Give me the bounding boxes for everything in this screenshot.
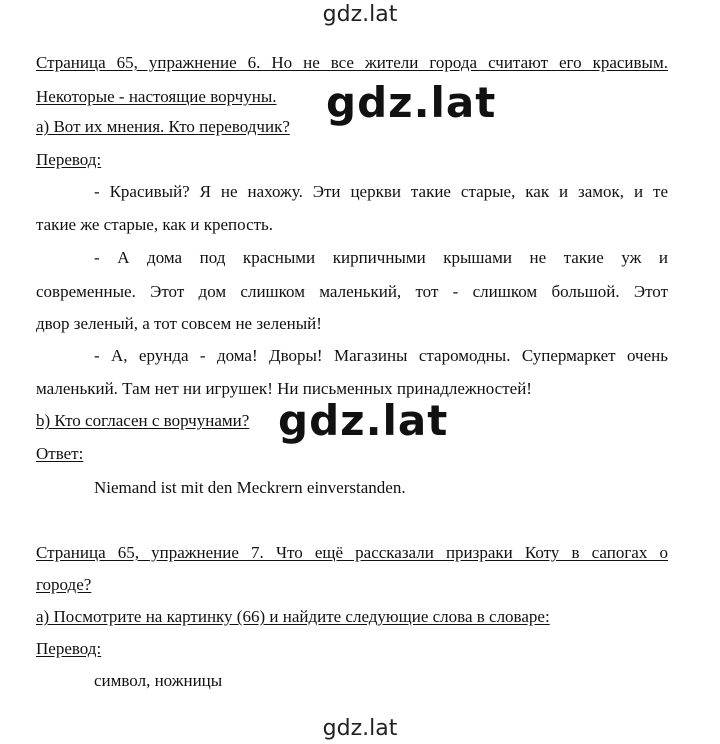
exercise7-part-a: а) Посмотрите на картинку (66) и найдите следующие слова в словаре: xyxy=(36,607,550,626)
exercise6-translation-label: Перевод: xyxy=(36,150,102,169)
paragraph2-line3: двор зеленый, а тот совсем не зеленый! xyxy=(36,314,322,333)
exercise7-translation-label: Перевод: xyxy=(36,639,102,658)
exercise6-title-line1: Страница 65, упражнение 6. Но не все жители города считают его красивым. xyxy=(36,53,668,72)
watermark-middle-2: gdz.lat xyxy=(278,396,449,445)
paragraph3-line1: - А, ерунда - дома! Дворы! Магазины старомодны. Супермаркет очень xyxy=(94,346,668,365)
watermark-top: gdz.lat xyxy=(322,2,398,27)
exercise6-part-b: b) Кто согласен с ворчунами? xyxy=(36,411,250,430)
paragraph2-line1: - А дома под красными кирпичными крышами не такие уж и xyxy=(94,248,668,267)
exercise7-title-line2: городе? xyxy=(36,575,92,594)
exercise7-title-line1: Страница 65, упражнение 7. Что ещё рассказали призраки Коту в сапогах о xyxy=(36,543,668,562)
watermark-middle-1: gdz.lat xyxy=(326,78,497,127)
exercise6-title-line2: Некоторые - настоящие ворчуны. xyxy=(36,87,277,106)
watermark-bottom: gdz.lat xyxy=(322,716,398,741)
paragraph3-line2: маленький. Там нет ни игрушек! Ни письменных принадлежностей! xyxy=(36,379,532,398)
paragraph2-line2: современные. Этот дом слишком маленький, тот - слишком большой. Этот xyxy=(36,282,668,301)
exercise6-answer: Niemand ist mit den Meckrern einverstanden. xyxy=(94,478,406,497)
exercise7-words: символ, ножницы xyxy=(94,671,223,690)
paragraph1-line1: - Красивый? Я не нахожу. Эти церкви такие старые, как и замок, и те xyxy=(94,182,668,201)
exercise6-answer-label: Ответ: xyxy=(36,444,84,463)
paragraph1-line2: такие же старые, как и крепость. xyxy=(36,215,274,234)
exercise6-part-a: а) Вот их мнения. Кто переводчик? xyxy=(36,117,290,136)
